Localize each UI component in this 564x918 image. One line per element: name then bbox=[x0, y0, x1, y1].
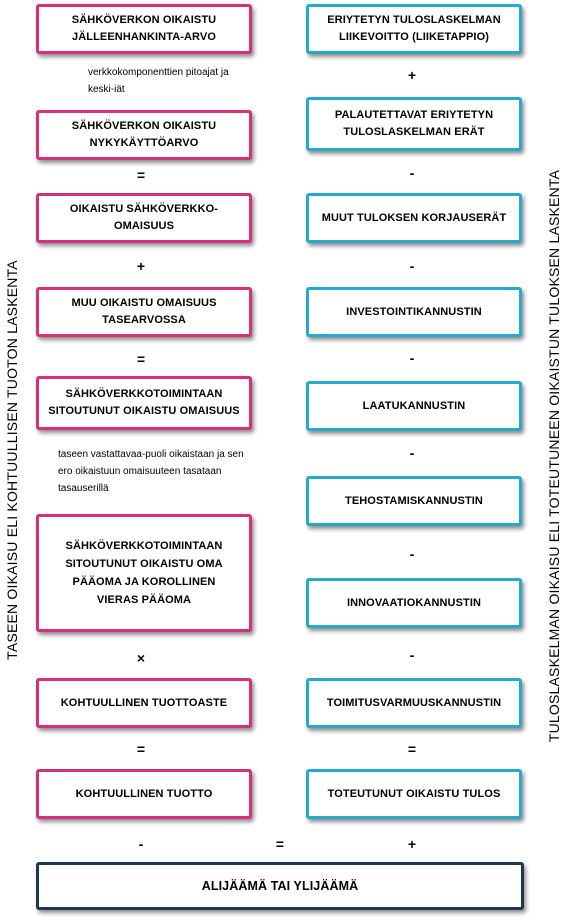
left-box-other-assets: MUU OIKAISTU OMAISUUS TASEARVOSSA bbox=[36, 287, 252, 337]
right-box-returnable-items: PALAUTETTAVAT ERIYTETYN TULOSLASKELMAN ERÄT bbox=[306, 97, 522, 151]
right-op-plus: + bbox=[407, 67, 417, 83]
right-box-innovation-incentive: INNOVAATIOKANNUSTIN bbox=[306, 578, 522, 628]
right-box-operating-profit: ERIYTETYN TULOSLASKELMAN LIIKEVOITTO (LIIKETAPPIO) bbox=[306, 4, 522, 54]
left-note-components: verkkokomponenttien pitoajat ja keski-iät bbox=[88, 67, 229, 95]
right-op-minus-3: - bbox=[409, 350, 415, 366]
result-box-deficit-or-surplus: ALIJÄÄMÄ TAI YLIJÄÄMÄ bbox=[36, 862, 524, 910]
right-box-investment-incentive: INVESTOINTIKANNUSTIN bbox=[306, 287, 522, 337]
right-op-equals: = bbox=[407, 741, 417, 757]
right-op-minus-1: - bbox=[409, 165, 415, 181]
left-op-equals-1: = bbox=[136, 167, 146, 183]
left-box-reasonable-rate: KOHTUULLINEN TUOTTOASTE bbox=[36, 678, 252, 728]
right-op-minus-5: - bbox=[409, 546, 415, 562]
left-box-replacement-value: SÄHKÖVERKON OIKAISTU JÄLLEENHANKINTA-ARVO bbox=[36, 4, 252, 54]
left-op-plus: + bbox=[136, 258, 146, 274]
left-box-equity-and-debt: SÄHKÖVERKKOTOIMINTAAN SITOUTUNUT OIKAISTU OMA PÄÄOMA JA KOROLLINEN VIERAS PÄÄOMA bbox=[36, 514, 252, 632]
right-box-efficiency-incentive: TEHOSTAMISKANNUSTIN bbox=[306, 476, 522, 526]
left-op-multiply: × bbox=[136, 650, 146, 666]
right-box-supply-security-incentive: TOIMITUSVARMUUSKANNUSTIN bbox=[306, 678, 522, 728]
left-box-current-use-value: SÄHKÖVERKON OIKAISTU NYKYKÄYTTÖARVO bbox=[36, 110, 252, 160]
bottom-op-minus: - bbox=[138, 836, 144, 852]
left-op-equals-3: = bbox=[136, 741, 146, 757]
right-box-other-corrections: MUUT TULOKSEN KORJAUSERÄT bbox=[306, 193, 522, 243]
left-side-label: TASEEN OIKAISU ELI KOHTUULLISEN TUOTON LASKENTA bbox=[4, 260, 20, 660]
right-side-label: TULOSLASKELMAN OIKAISU ELI TOTEUTUNEEN OIKAISTUN TULOKSEN LASKENTA bbox=[546, 169, 562, 743]
left-note-balance-sheet: taseen vastattavaa-puoli oikaistaan ja sen ero oikaistuun omaisuuteen tasataan tasauserillä bbox=[58, 449, 244, 494]
left-box-reasonable-return: KOHTUULLINEN TUOTTO bbox=[36, 769, 252, 819]
left-box-committed-assets: SÄHKÖVERKKOTOIMINTAAN SITOUTUNUT OIKAISTU OMAISUUS bbox=[36, 376, 252, 430]
right-box-realized-adjusted-result: TOTEUTUNUT OIKAISTU TULOS bbox=[306, 769, 522, 819]
bottom-op-equals: = bbox=[275, 836, 285, 852]
bottom-op-plus: + bbox=[407, 836, 417, 852]
left-box-adjusted-network-assets: OIKAISTU SÄHKÖVERKKO-OMAISUUS bbox=[36, 193, 252, 243]
right-op-minus-6: - bbox=[409, 647, 415, 663]
right-op-minus-4: - bbox=[409, 445, 415, 461]
right-op-minus-2: - bbox=[409, 258, 415, 274]
left-op-equals-2: = bbox=[136, 351, 146, 367]
right-box-quality-incentive: LAATUKANNUSTIN bbox=[306, 381, 522, 431]
